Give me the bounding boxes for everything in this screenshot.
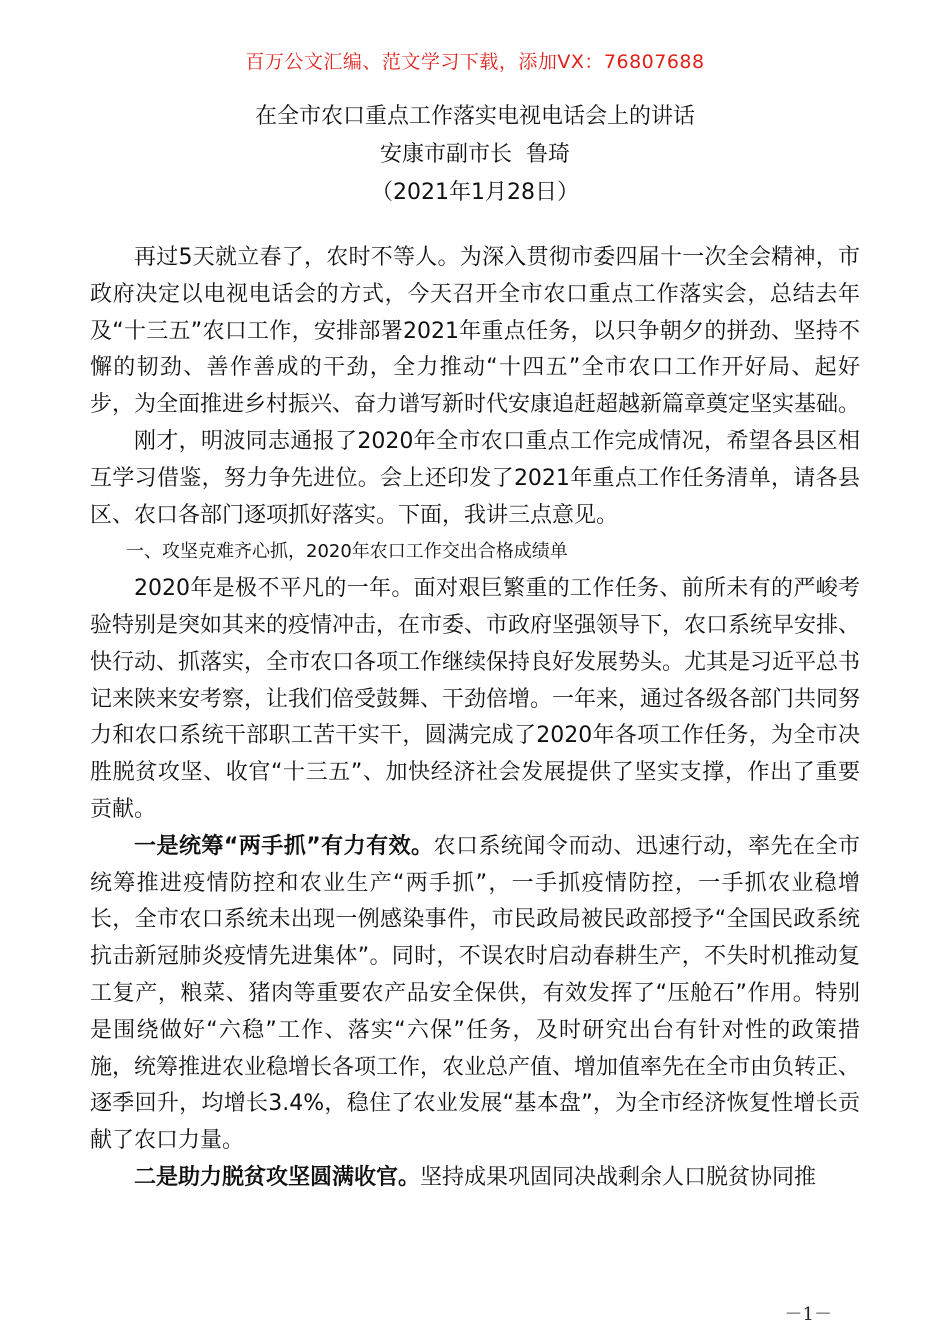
point-1-body: 农口系统闻令而动、迅速行动，率先在全市统筹推进疫情防控和农业生产“两手抓”，一手抓疫情防控，一手抓农业稳增长，全市农口系统未出现一例感染事件，市民政局被民政部授予“全国民政系统抗击新冠肺炎疫情先进集体”。同时，不误农时启动春耕生产，不失时机推动复工复产，粮菜、猪肉等重要农产品安全保供，有效发挥了“压舱石”作用。特别是围绕做好“六稳”工作、落实“六保”任务，及时研究出台有针对性的政策措施，统筹推进农业稳增长各项工作，农业总产值、增加值率先在全市由负转正、逐季回升，均增长3.4%，稳住了农业发展“基本盘”，为全市经济恢复性增长贡献了农口力量。 [90,833,861,1154]
document-author: 安康市副市长 鲁琦 [380,142,570,167]
point-2-body: 坚持成果巩固同决战剩余人口脱贫协同推 [420,1164,817,1190]
document-title: 在全市农口重点工作落实电视电话会上的讲话 [254,104,695,129]
title-block [0,98,950,212]
paragraph-point-2 [90,1160,860,1197]
paragraph-opening: 刚才，明波同志通报了2020年全市农口重点工作完成情况，希望各县区相互学习借鉴，努力争先进位。会上还印发了2021年重点工作任务清单，请各县区、农口各部门逐项抓好落实。下面，我讲三点意见。 [90,428,860,528]
document-date: （2021年1月28日） [371,180,579,205]
paragraph-intro: 再过5天就立春了，农时不等人。为深入贯彻市委四届十一次全会精神，市政府决定以电视电话会的方式，今天召开全市农口重点工作落实会，总结去年及“十三五”农口工作，安排部署2021年重点任务，以只争朝夕的拼劲、坚持不懈的韧劲、善作善成的干劲，全力推动“十四五”全市农口工作开好局、起好步，为全面推进乡村振兴、奋力谱写新时代安康追赶超越新篇章奠定坚实基础。 [90,245,861,418]
point-1-lead: 一是统筹“两手抓”有力有效。 [134,833,434,859]
paragraph-2020-summary: 2020年是极不平凡的一年。面对艰巨繁重的工作任务、前所未有的严峻考验特别是突如其来的疫情冲击，在市委、市政府坚强领导下，农口系统早安排、快行动、抓落实，全市农口各项工作继续保持良好发展势头。尤其是习近平总书记来陕来安考察，让我们倍受鼓舞、干劲倍增。一年来，通过各级各部门共同努力和农口系统干部职工苦干实干，圆满完成了2020年各项工作任务，为全市决胜脱贫攻坚、收官“十三五”、加快经济社会发展提供了坚实支撑，作出了重要贡献。 [90,576,861,822]
promo-banner: 百万公文汇编、范文学习下载，添加VX：76807688 [245,51,705,73]
page-number: －1－ [784,1304,832,1325]
section-heading-1: 一、攻坚克难齐心抓，2020年农口工作交出合格成绩单 [126,541,568,563]
document-body [90,240,860,1197]
paragraph-point-1 [90,829,860,1160]
point-2-lead: 二是助力脱贫攻坚圆满收官。 [134,1164,421,1190]
